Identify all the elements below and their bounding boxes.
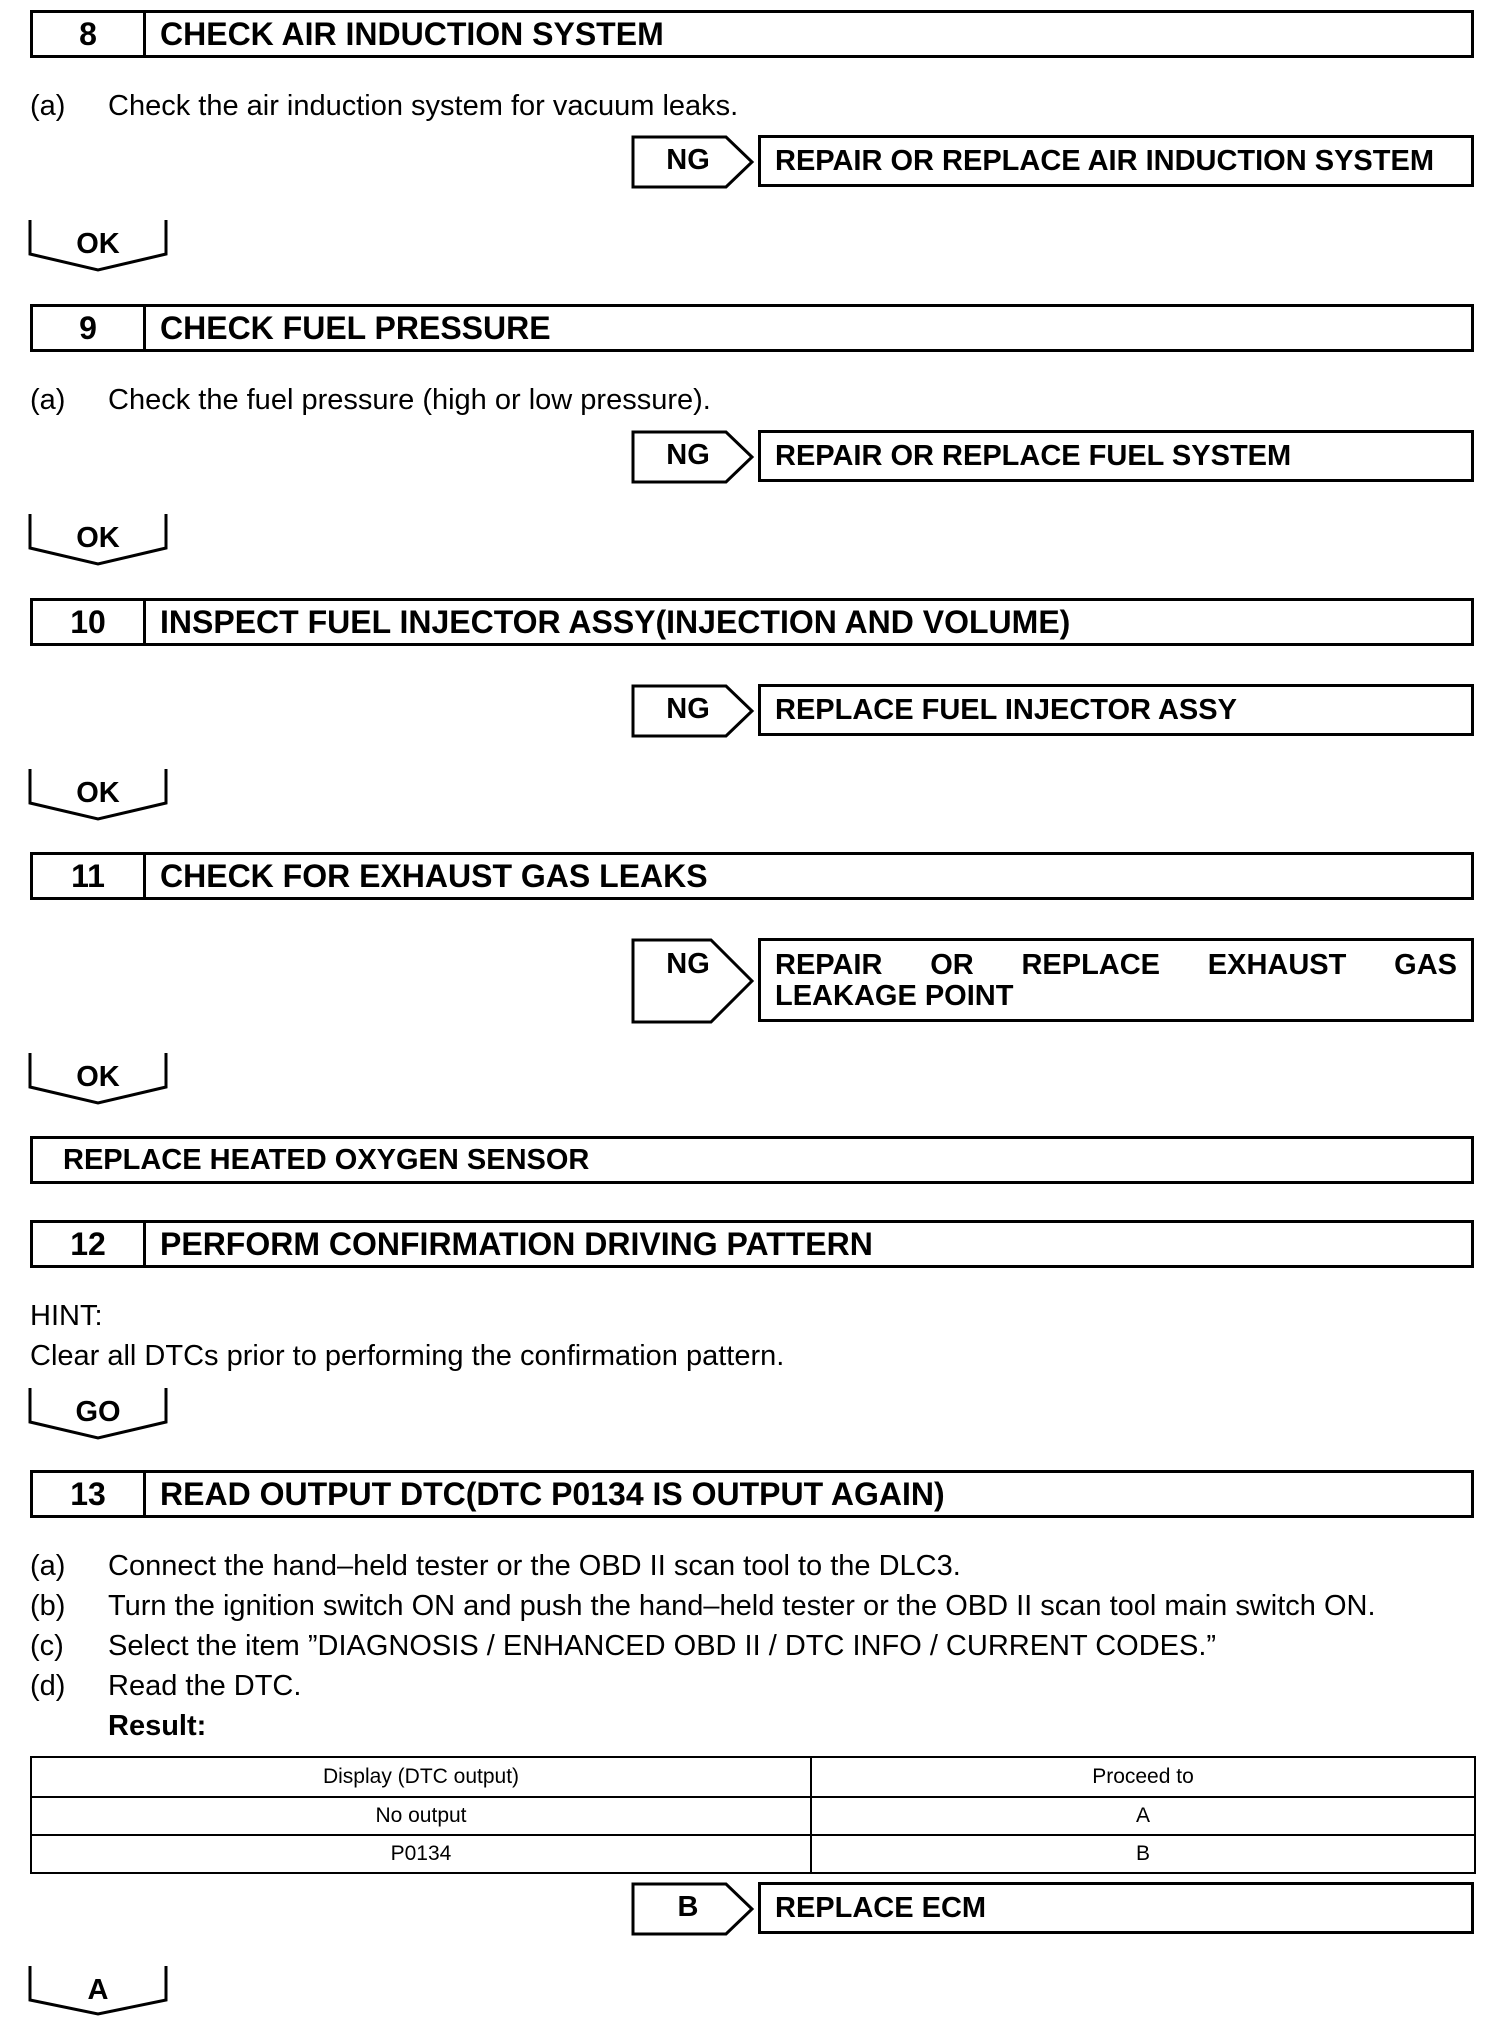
ng-action-box: REPLACE FUEL INJECTOR ASSY (758, 684, 1474, 736)
step-8-header (30, 10, 1474, 58)
action-word: GAS (1394, 949, 1457, 981)
step-number: 12 (33, 1223, 146, 1265)
ng-action-box (758, 938, 1474, 1022)
step-title: READ OUTPUT DTC(DTC P0134 IS OUTPUT AGAIN) (160, 1475, 945, 1512)
table-header: Display (DTC output) (31, 1757, 811, 1797)
ng-label: NG (666, 144, 710, 176)
step-10-header (30, 598, 1474, 646)
ng-action-box: REPAIR OR REPLACE FUEL SYSTEM (758, 430, 1474, 482)
item-text: Turn the ignition switch ON and push the hand–held tester or the OBD II scan tool main switch ON. (108, 1590, 1376, 1622)
action-word: OR (930, 949, 974, 981)
step-title: CHECK FUEL PRESSURE (160, 309, 551, 346)
step-12-header (30, 1220, 1474, 1268)
ng-label: NG (666, 948, 710, 980)
ok-label: OK (76, 1061, 120, 1093)
step-title: CHECK AIR INDUCTION SYSTEM (160, 15, 664, 52)
table-header: Proceed to (811, 1757, 1475, 1797)
b-action-box: REPLACE ECM (758, 1882, 1474, 1934)
item-text: Read the DTC. (108, 1670, 302, 1702)
ng-action-box: REPAIR OR REPLACE AIR INDUCTION SYSTEM (758, 135, 1474, 187)
step-11-header (30, 852, 1474, 900)
b-label: B (677, 1891, 699, 1923)
ok-label: OK (76, 777, 120, 809)
step-number: 10 (33, 601, 146, 643)
table-row (31, 1835, 1475, 1873)
item-text: Select the item ”DIAGNOSIS / ENHANCED OBD II / DTC INFO / CURRENT CODES.” (108, 1630, 1217, 1662)
result-table (30, 1756, 1476, 1874)
result-label: Result: (108, 1710, 207, 1742)
item-label: (d) (30, 1670, 66, 1702)
step-13-header (30, 1470, 1474, 1518)
table-cell: B (811, 1835, 1475, 1873)
item-text: Check the air induction system for vacuum leaks. (108, 90, 739, 122)
step-number: 11 (33, 855, 146, 897)
step-9-header (30, 304, 1474, 352)
table-cell: No output (31, 1797, 811, 1835)
step-title: INSPECT FUEL INJECTOR ASSY(INJECTION AND VOLUME) (160, 603, 1071, 640)
item-label: (a) (30, 1550, 66, 1582)
ng-label: NG (666, 439, 710, 471)
a-label: A (87, 1974, 109, 2006)
final-action-box: REPLACE HEATED OXYGEN SENSOR (30, 1136, 1474, 1184)
table-cell: P0134 (31, 1835, 811, 1873)
ok-label: OK (76, 228, 120, 260)
step-title: CHECK FOR EXHAUST GAS LEAKS (160, 857, 708, 894)
step-number: 9 (33, 307, 146, 349)
table-header-row (31, 1757, 1475, 1797)
step-number: 13 (33, 1473, 146, 1515)
action-word: REPLACE (1021, 949, 1161, 981)
item-label: (c) (30, 1630, 64, 1662)
ok-label: OK (76, 522, 120, 554)
action-word: EXHAUST (1207, 949, 1347, 981)
item-label: (a) (30, 90, 66, 122)
item-label: (a) (30, 384, 66, 416)
ng-label: NG (666, 693, 710, 725)
step-title: PERFORM CONFIRMATION DRIVING PATTERN (160, 1225, 873, 1262)
item-text: Check the fuel pressure (high or low pressure). (108, 384, 711, 416)
action-line-2: LEAKAGE POINT (775, 980, 1014, 1012)
item-label: (b) (30, 1590, 66, 1622)
hint-text: Clear all DTCs prior to performing the confirmation pattern. (30, 1340, 785, 1372)
go-label: GO (75, 1396, 121, 1428)
action-word: REPAIR (775, 949, 883, 981)
table-cell: A (811, 1797, 1475, 1835)
item-text: Connect the hand–held tester or the OBD II scan tool to the DLC3. (108, 1550, 961, 1582)
step-number: 8 (33, 13, 146, 55)
hint-label: HINT: (30, 1300, 103, 1332)
table-row (31, 1797, 1475, 1835)
